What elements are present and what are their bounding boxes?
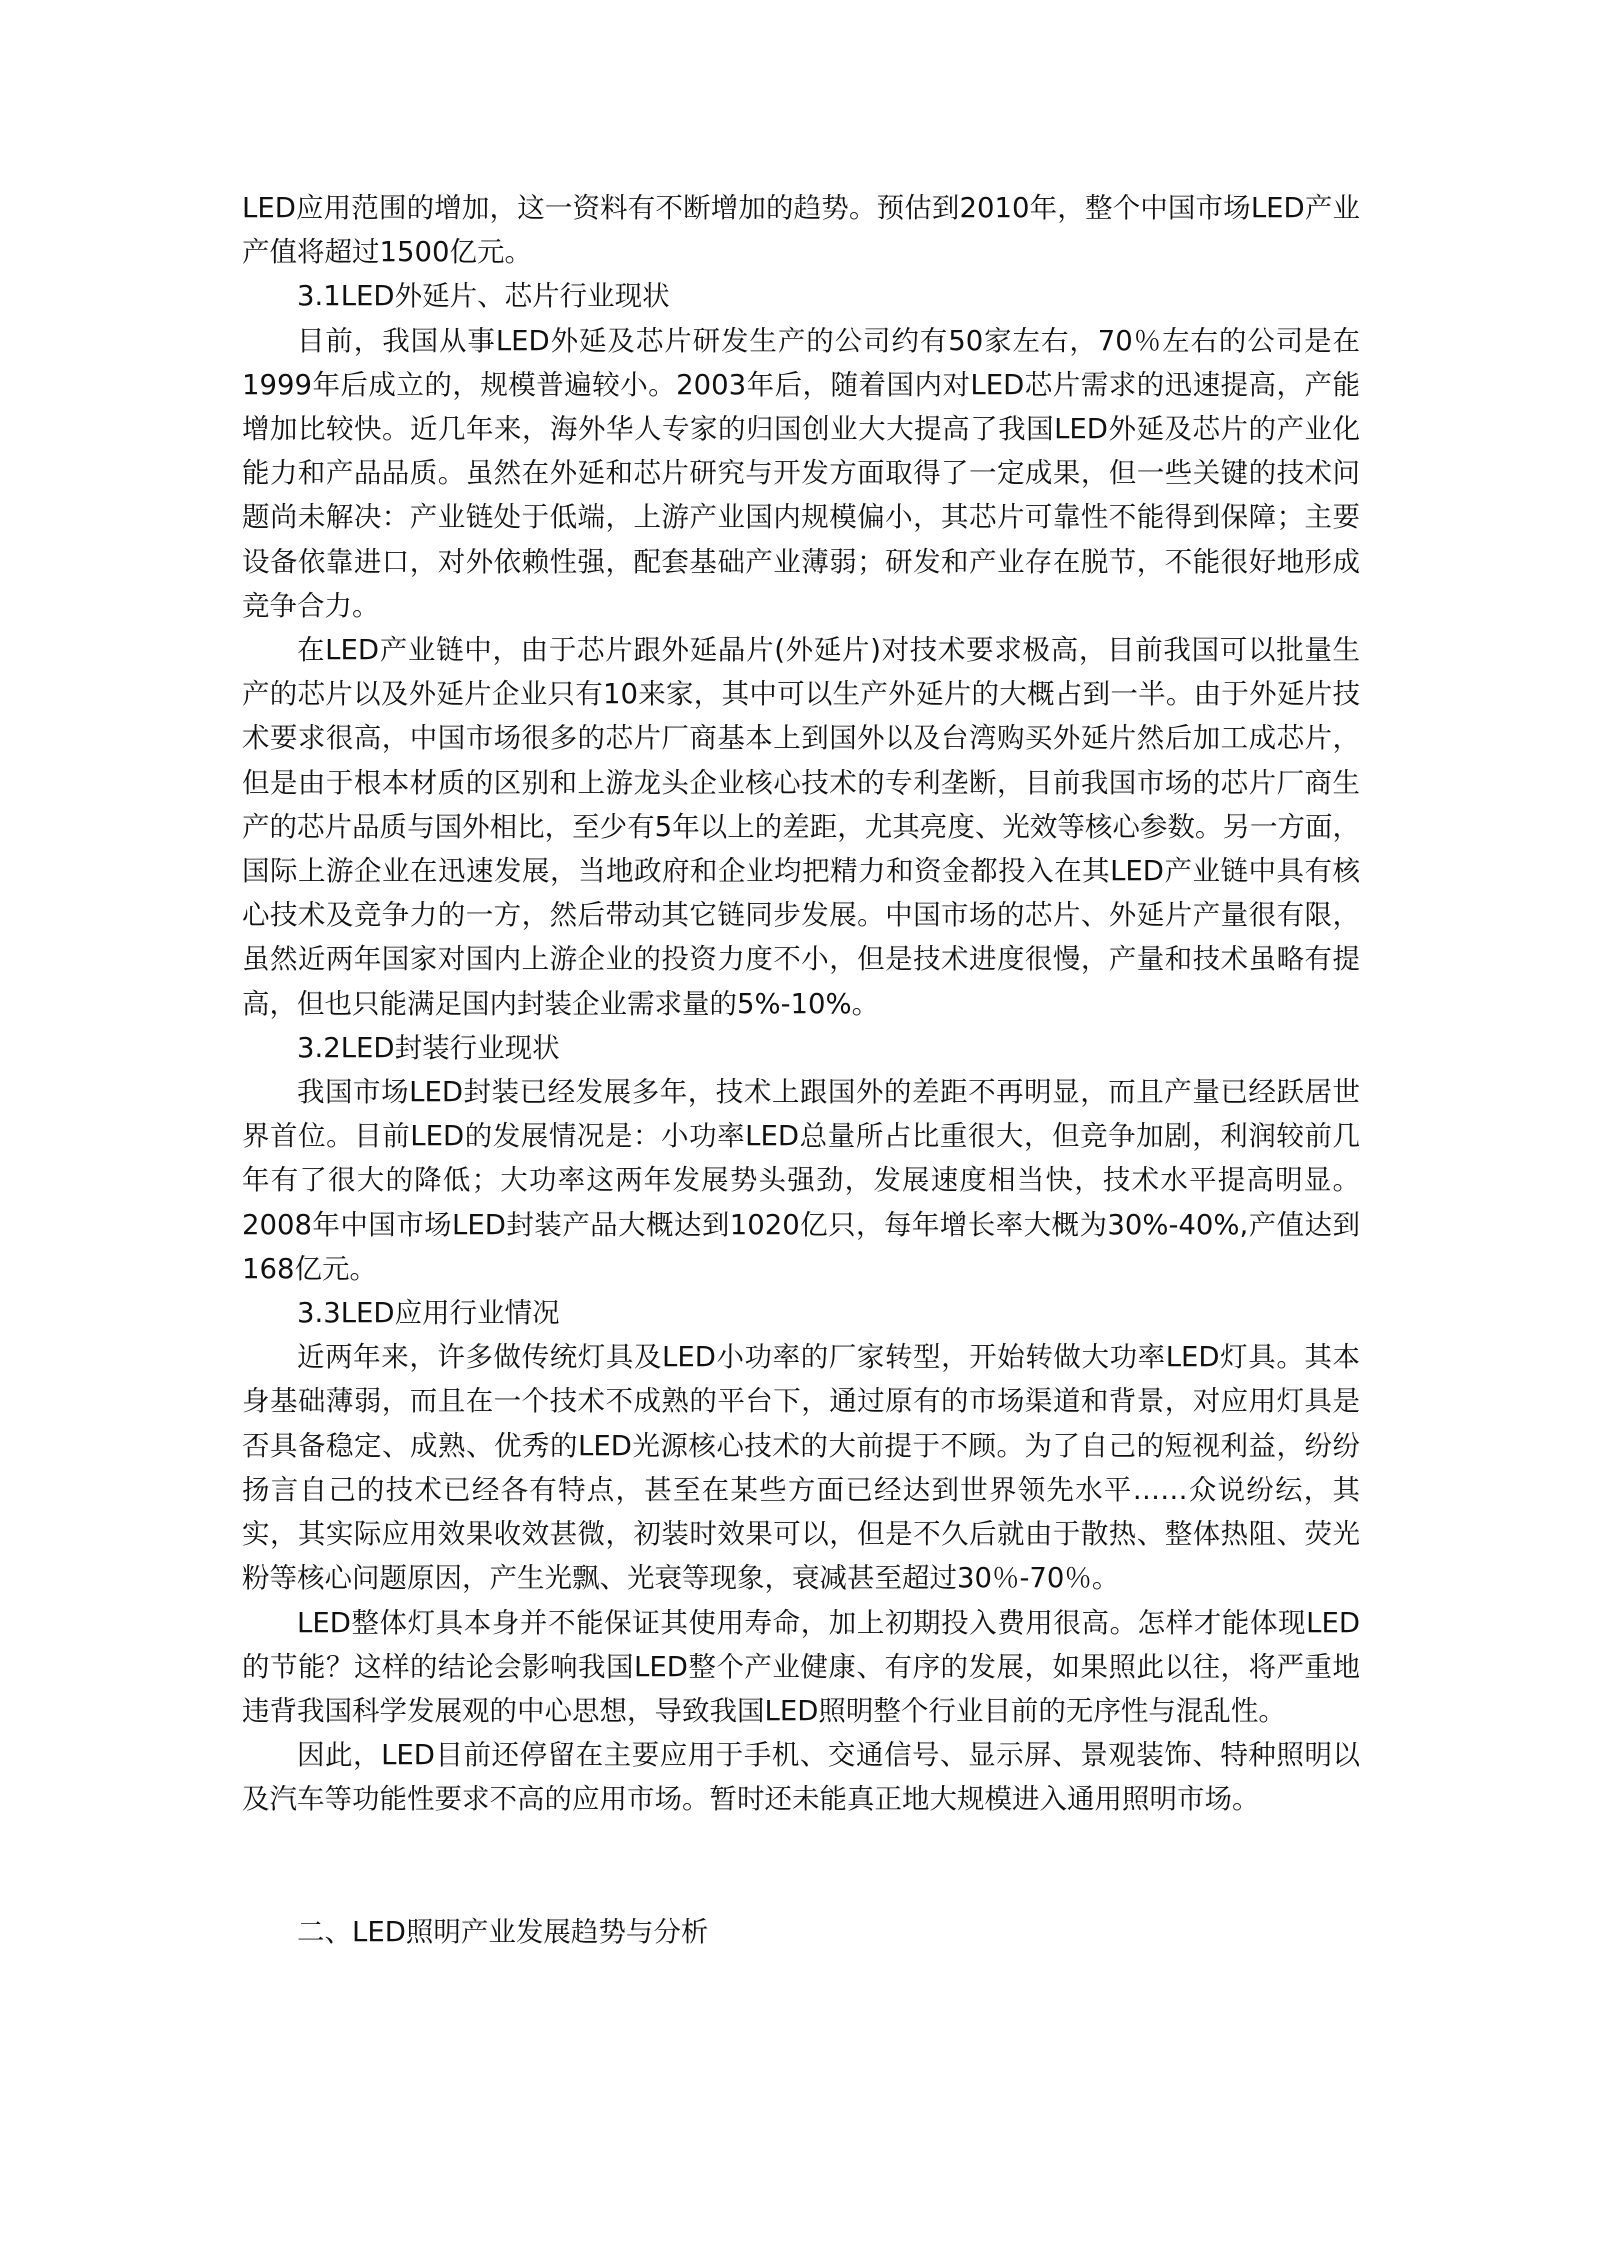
paragraph: 目前，我国从事LED外延及芯片研发生产的公司约有50家左右，70％左右的公司是在1999年后成立的，规模普遍较小。2003年后，随着国内对LED芯片需求的迅速提高，产能增加比较快。近几年来，海外华人专家的归国创业大大提高了我国LED外延及芯片的产业化能力和产品品质。虽然在外延和芯片研究与开发方面取得了一定成果，但一些关键的技术问题尚未解决：产业链处于低端，上游产业国内规模偏小，其芯片可靠性不能得到保障；主要设备依靠进口，对外依赖性强，配套基础产业薄弱；研发和产业存在脱节，不能很好地形成竞争合力。 — [242, 324, 1360, 622]
paragraph: 近两年来，许多做传统灯具及LED小功率的厂家转型，开始转做大功率LED灯具。其本身基础薄弱，而且在一个技术不成熟的平台下，通过原有的市场渠道和背景，对应用灯具是否具备稳定、成熟、优秀的LED光源核心技术的大前提于不顾。为了自己的短视利益，纷纷扬言自己的技术已经各有特点，甚至在某些方面已经达到世界领先水平……众说纷纭，其实，其实际应用效果收效甚微，初装时效果可以，但是不久后就由于散热、整体热阻、荧光粉等核心问题原因，产生光飘、光衰等现象，衰减甚至超过30％-70％。 — [242, 1341, 1360, 1595]
document-page — [242, 186, 1360, 1954]
section-title: 二、LED照明产业发展趋势与分析 — [297, 1915, 709, 1948]
heading-3-3: 3.3LED应用行业情况 — [297, 1297, 560, 1330]
heading-3-2: 3.2LED封装行业现状 — [297, 1031, 560, 1064]
paragraph: 我国市场LED封装已经发展多年，技术上跟国外的差距不再明显，而且产量已经跃居世界首位。目前LED的发展情况是：小功率LED总量所占比重很大，但竞争加剧，利润较前几年有了很大的降低；大功率这两年发展势头强劲，发展速度相当快，技术水平提高明显。2008年中国市场LED封装产品大概达到1020亿只，每年增长率大概为30%-40%,产值达到168亿元。 — [242, 1076, 1360, 1285]
paragraph: 在LED产业链中，由于芯片跟外延晶片(外延片)对技术要求极高，目前我国可以批量生产的芯片以及外延片企业只有10来家，其中可以生产外延片的大概占到一半。由于外延片技术要求很高，中国市场很多的芯片厂商基本上到国外以及台湾购买外延片然后加工成芯片，但是由于根本材质的区别和上游龙头企业核心技术的专利垄断，目前我国市场的芯片厂商生产的芯片品质与国外相比，至少有5年以上的差距，尤其亮度、光效等核心参数。另一方面，国际上游企业在迅速发展，当地政府和企业均把精力和资金都投入在其LED产业链中具有核心技术及竞争力的一方，然后带动其它链同步发展。中国市场的芯片、外延片产量很有限，虽然近两年国家对国内上游企业的投资力度不小，但是技术进度很慢，产量和技术虽略有提高，但也只能满足国内封装企业需求量的5%-10%。 — [242, 634, 1360, 1020]
paragraph: LED整体灯具本身并不能保证其使用寿命，加上初期投入费用很高。怎样才能体现LED的节能？这样的结论会影响我国LED整个产业健康、有序的发展，如果照此以往，将严重地违背我国科学发展观的中心思想，导致我国LED照明整个行业目前的无序性与混乱性。 — [242, 1606, 1360, 1727]
heading-3-1: 3.1LED外延片、芯片行业现状 — [297, 280, 670, 313]
paragraph-continuation: LED应用范围的增加，这一资料有不断增加的趋势。预估到2010年，整个中国市场LED产业产值将超过1500亿元。 — [242, 192, 1360, 269]
paragraph: 因此，LED目前还停留在主要应用于手机、交通信号、显示屏、景观装饰、特种照明以及汽车等功能性要求不高的应用市场。暂时还未能真正地大规模进入通用照明市场。 — [242, 1739, 1360, 1816]
